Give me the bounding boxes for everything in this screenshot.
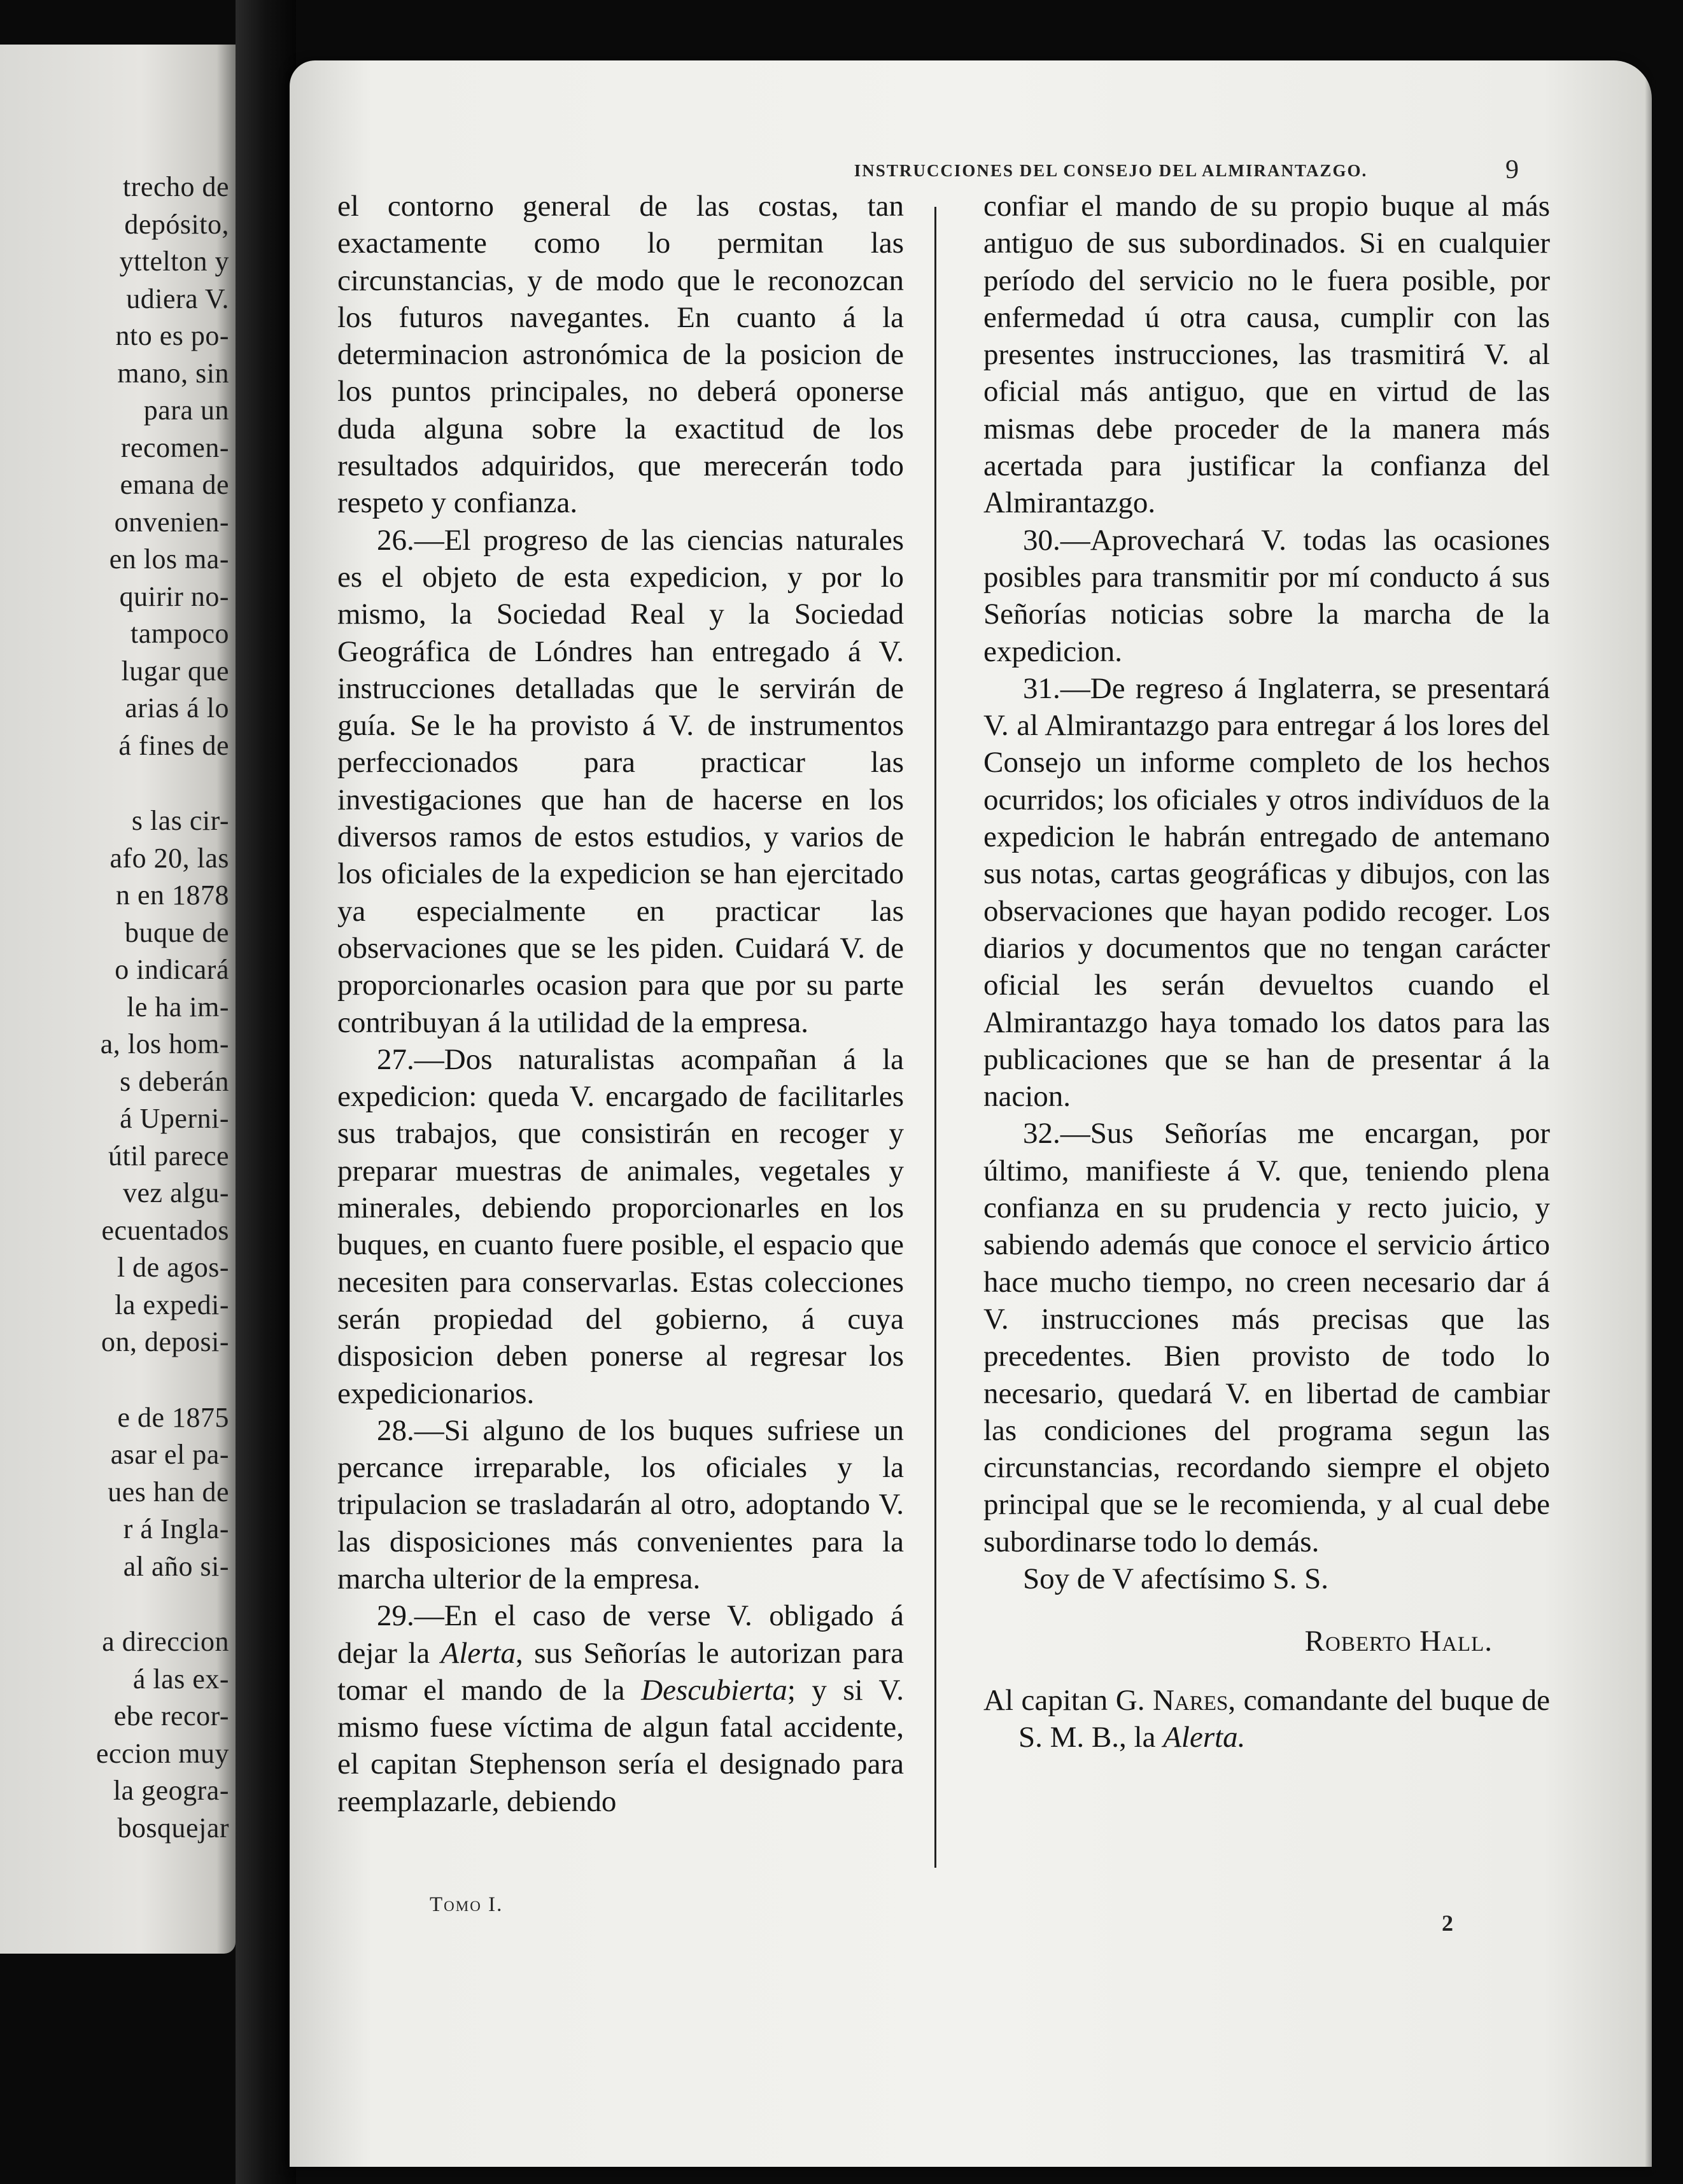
previous-page-line: e de 1875: [117, 1401, 229, 1433]
previous-page-line: on, deposi-: [101, 1326, 229, 1357]
previous-page-line: nto es po-: [115, 320, 229, 351]
paragraph-continued: el contorno general de las costas, tan exactamente como lo permitan las circunstancias, y de modo que le reconozcan los futuros navegantes. En cuanto á la determinacion astronómica de la posicion de los puntos principales, no deberá oponerse duda alguna sobre la exactitud de los resultados adquiridos, que merecerán todo respeto y confianza.: [337, 190, 904, 520]
previous-page-line: s deberán: [120, 1065, 229, 1097]
paragraph-27: 27.—Dos naturalistas acompañan á la expedicion: queda V. encargado de facilitarles sus trabajos, que consistirán en recoger y preparar muestras de animales, vegetales y minerales, debiendo proporcionarles en los buques, en cuanto fuere posible, el espacio que necesiten para conservarlas. Estas colecciones serán propiedad del gobierno, á cuya disposicion deben ponerse al regresar los expedicionarios.: [337, 1042, 904, 1410]
previous-page-line: la geogra-: [113, 1775, 229, 1806]
previous-page-line: n en 1878: [115, 879, 229, 911]
previous-page-line: depósito,: [124, 208, 229, 240]
previous-page-line: para un: [143, 395, 229, 426]
addressee-name: Nares: [1153, 1683, 1229, 1717]
addressee-ship-name: Alerta.: [1163, 1720, 1246, 1754]
addressee-text-b: , comandante del buque de S. M. B., la: [1018, 1683, 1550, 1754]
previous-page-line: lugar que: [121, 655, 229, 687]
book-gutter: [236, 0, 296, 2184]
previous-page-line: eccion muy: [95, 1737, 229, 1769]
paragraph-26: 26.—El progreso de las ciencias naturales es el objeto de esta expedicion, y por lo mismo, la Sociedad Real y la Sociedad Geográfica de Lóndres han entregado á V. instrucciones detalladas que le servirán de guía. Se le ha provisto á V. de instrumentos perfeccionados para practicar las investigaciones que han de hacerse en los diversos ramos de estos estudios, y varios de los oficiales de la expedicion se han ejercitado ya especialmente en practicar las observaciones que se les piden. Cuidará V. de proporcionarles ocasion para que por su parte contribuyan á la utilidad de la empresa.: [337, 523, 904, 1039]
previous-page-line: ecuentados: [101, 1214, 229, 1246]
signature: Roberto Hall.: [1304, 1625, 1493, 1658]
previous-page-line: emana de: [120, 469, 229, 500]
paragraph-28: 28.—Si alguno de los buques sufriese un percance irreparable, los oficiales y la tripulacion se trasladarán al otro, adoptando V. las disposiciones más convenientes para la marcha ulterior de la empresa.: [337, 1413, 904, 1595]
previous-page-line: afo 20, las: [109, 842, 229, 874]
previous-page-line: a direccion: [102, 1626, 229, 1657]
paragraph-continued-right: confiar el mando de su propio buque al más antiguo de sus subordinados. Si en cualquier período del servicio no le fuera posible, por enfermedad ú otra causa, cumplir con las presentes instrucciones, las trasmitirá V. al oficial más antiguo, que en virtud de las mismas debe proceder de la manera más acertada para justificar la confianza del Almirantazgo.: [983, 190, 1550, 520]
paragraph-29: [337, 1597, 904, 1820]
previous-page-line: á las ex-: [132, 1663, 229, 1695]
previous-page-line: á Uperni-: [120, 1103, 229, 1134]
previous-page-line: yttelton y: [119, 246, 229, 277]
paragraph-29-text-b: , sus Señorías le autorizan para tomar el mando de la: [337, 1636, 904, 1707]
previous-page-line: r á Ingla-: [123, 1513, 229, 1544]
previous-page-line: a, los hom-: [100, 1028, 229, 1060]
volume-footer: Tomo I.: [430, 1893, 503, 1916]
previous-page-line: útil parece: [108, 1140, 229, 1172]
page-number: 9: [1505, 155, 1519, 185]
signature-mark: 2: [1442, 1910, 1453, 1936]
previous-page-line: buque de: [124, 916, 229, 948]
previous-page-line: á fines de: [118, 729, 229, 761]
closing-formula: Soy de V afectísimo S. S.: [1023, 1562, 1329, 1595]
previous-page-line: udiera V.: [126, 283, 229, 314]
previous-page-line: recomen-: [120, 431, 229, 463]
previous-page-line: vez algu-: [123, 1177, 229, 1208]
paragraph-29-text-c: ; y si V. mismo fuese víctima de algun fatal accidente, el capitan Stephenson sería el designado para reemplazarle, debiendo: [337, 1673, 904, 1818]
previous-page-line: mano, sin: [117, 357, 229, 389]
running-head: INSTRUCCIONES DEL CONSEJO DEL ALMIRANTAZGO.: [854, 161, 1368, 180]
previous-page-line: arias á lo: [125, 692, 229, 724]
previous-page-line: ebe recor-: [113, 1700, 229, 1732]
previous-page-line: trecho de: [123, 171, 229, 202]
page-edge-shadow: [1645, 0, 1683, 2184]
previous-page-line: l de agos-: [116, 1252, 229, 1283]
previous-page-line: asar el pa-: [110, 1439, 229, 1470]
previous-page-line: bosquejar: [117, 1812, 229, 1844]
previous-page-line: le ha im-: [127, 991, 229, 1023]
ship-name-descubierta: Descubierta: [641, 1673, 787, 1707]
previous-page: [0, 45, 236, 1954]
paragraph-32: 32.—Sus Señorías me encargan, por último, manifieste á V. que, teniendo plena confianza en su prudencia y recto juicio, y sabiendo además que conoce el servicio ártico hace mucho tiempo, no creen necesario dar á V. instrucciones más precisas que las precedentes. Bien provisto de todo lo necesario, quedará V. en libertad de cambiar las condiciones del programa segun las circunstancias, recordando siempre el objeto principal que se le recomienda, y al cual debe subordinarse todo lo demás.: [983, 1117, 1550, 1558]
previous-page-line: en los ma-: [109, 543, 229, 575]
paragraph-30: 30.—Aprovechará V. todas las ocasiones posibles para transmitir por mí conducto á sus Señorías noticias sobre la marcha de la expedicion.: [983, 523, 1550, 668]
left-text-column: [337, 188, 904, 1820]
addressee-text-a: Al capitan G.: [983, 1683, 1153, 1717]
previous-page-line: onvenien-: [114, 506, 229, 538]
paragraph-31: 31.—De regreso á Inglaterra, se presentará V. al Almirantazgo para entregar á los lores del Consejo un informe completo de los hechos ocurridos; los oficiales y otros indivíduos de la expedicion le habrán entregado de antemano sus notas, cartas geográficas y dibujos, con las observaciones que hayan podido recoger. Los diarios y documentos que no tengan carácter oficial les serán devueltos cuando el Almirantazgo haya tomado los datos para las publicaciones que se han de presentar á la nacion.: [983, 671, 1550, 1114]
book-page: [290, 60, 1652, 2167]
previous-page-line: s las cir-: [131, 805, 229, 836]
previous-page-line: al año si-: [123, 1550, 229, 1582]
previous-page-line: la expedi-: [115, 1289, 229, 1320]
previous-page-line: tampoco: [130, 618, 229, 649]
ship-name-alerta: Alerta: [440, 1636, 516, 1670]
addressee: [983, 1682, 1550, 1756]
previous-page-line: quirir no-: [119, 580, 229, 612]
column-divider: [934, 207, 936, 1868]
paragraph-29-text-a: 29.—En el caso de verse V. obligado á dejar la: [337, 1599, 904, 1670]
previous-page-line: ues han de: [108, 1476, 229, 1508]
right-text-column: [983, 188, 1550, 1756]
previous-page-line: o indicará: [115, 954, 229, 985]
